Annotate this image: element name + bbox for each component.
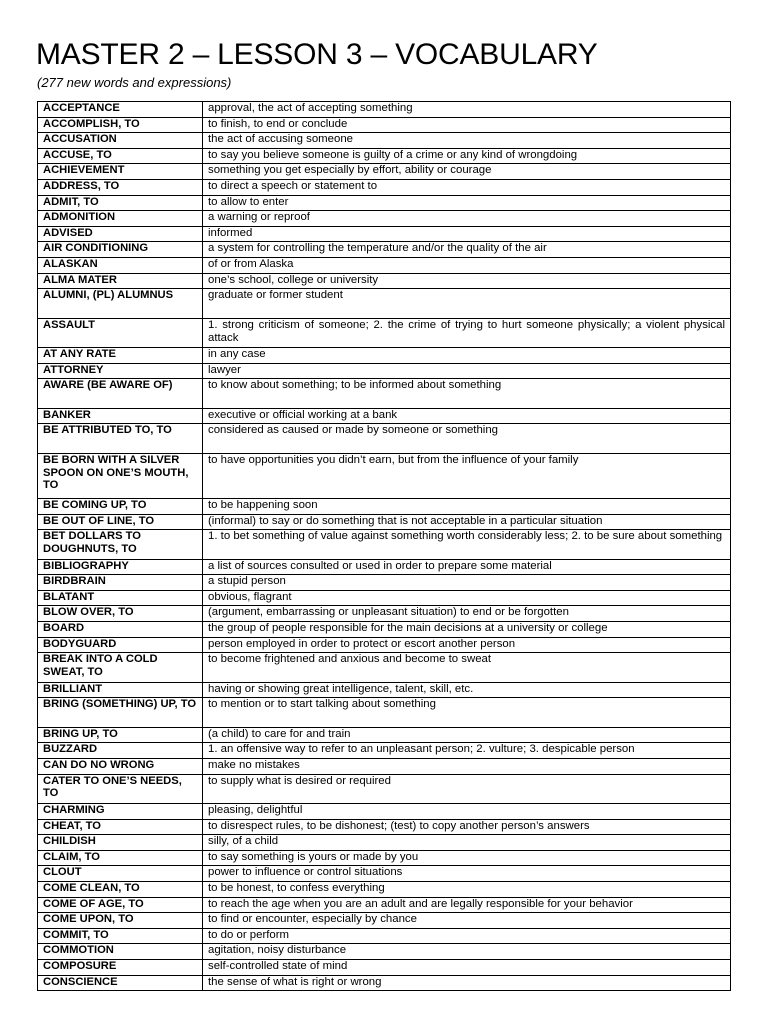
vocabulary-table <box>37 101 731 991</box>
vocab-definition: silly, of a child <box>203 835 731 851</box>
vocab-row <box>38 530 731 560</box>
vocab-row <box>38 242 731 258</box>
vocab-term: ADVISED <box>38 226 203 242</box>
vocab-term: BRING UP, TO <box>38 727 203 743</box>
page-subtitle: (277 new words and expressions) <box>37 75 232 90</box>
vocab-row <box>38 653 731 683</box>
vocab-term: ACCUSATION <box>38 133 203 149</box>
vocab-row <box>38 804 731 820</box>
vocab-term: ALUMNI, (PL) ALUMNUS <box>38 289 203 319</box>
vocab-definition: 1. strong criticism of someone; 2. the crime of trying to hurt someone physically; a violent physical attack <box>203 318 731 348</box>
vocab-definition: the group of people responsible for the main decisions at a university or college <box>203 621 731 637</box>
vocab-definition: to say something is yours or made by you <box>203 850 731 866</box>
vocab-term: ADMONITION <box>38 211 203 227</box>
vocab-row <box>38 698 731 728</box>
vocab-term: ACCUSE, TO <box>38 148 203 164</box>
vocab-term: CONSCIENCE <box>38 975 203 991</box>
vocab-definition: something you get especially by effort, ability or courage <box>203 164 731 180</box>
vocab-term: COME OF AGE, TO <box>38 897 203 913</box>
vocab-definition: a system for controlling the temperature and/or the quality of the air <box>203 242 731 258</box>
vocab-definition: to disrespect rules, to be dishonest; (test) to copy another person’s answers <box>203 819 731 835</box>
vocab-row <box>38 559 731 575</box>
vocab-row <box>38 590 731 606</box>
vocab-term: ACHIEVEMENT <box>38 164 203 180</box>
vocab-definition: lawyer <box>203 363 731 379</box>
vocab-term: ALMA MATER <box>38 273 203 289</box>
vocab-term: CLAIM, TO <box>38 850 203 866</box>
vocab-term: BLATANT <box>38 590 203 606</box>
vocab-definition: one’s school, college or university <box>203 273 731 289</box>
vocab-row <box>38 882 731 898</box>
vocab-definition: the act of accusing someone <box>203 133 731 149</box>
vocab-term: ACCEPTANCE <box>38 102 203 118</box>
vocab-term: ATTORNEY <box>38 363 203 379</box>
vocab-row <box>38 102 731 118</box>
vocab-term: BE OUT OF LINE, TO <box>38 514 203 530</box>
vocab-term: BUZZARD <box>38 743 203 759</box>
vocab-definition: (informal) to say or do something that is not acceptable in a particular situation <box>203 514 731 530</box>
page-title: MASTER 2 – LESSON 3 – VOCABULARY <box>36 38 598 71</box>
vocab-term: BE BORN WITH A SILVER SPOON ON ONE’S MOUTH, TO <box>38 453 203 498</box>
vocab-row <box>38 179 731 195</box>
vocab-definition: self-controlled state of mind <box>203 959 731 975</box>
vocab-term: BLOW OVER, TO <box>38 606 203 622</box>
vocab-row <box>38 606 731 622</box>
vocab-row <box>38 959 731 975</box>
vocab-term: BIRDBRAIN <box>38 575 203 591</box>
vocab-term: COMPOSURE <box>38 959 203 975</box>
vocab-row <box>38 363 731 379</box>
vocab-row <box>38 289 731 319</box>
vocab-definition: agitation, noisy disturbance <box>203 944 731 960</box>
vocab-definition: 1. to bet something of value against something worth considerably less; 2. to be sure about something <box>203 530 731 560</box>
vocab-row <box>38 117 731 133</box>
vocab-row <box>38 408 731 424</box>
vocab-definition: to allow to enter <box>203 195 731 211</box>
vocab-term: COMMOTION <box>38 944 203 960</box>
vocab-definition: to mention or to start talking about something <box>203 698 731 728</box>
vocab-term: BRILLIANT <box>38 682 203 698</box>
vocab-row <box>38 637 731 653</box>
vocab-row <box>38 913 731 929</box>
vocab-term: ADDRESS, TO <box>38 179 203 195</box>
vocab-row <box>38 928 731 944</box>
vocab-term: CLOUT <box>38 866 203 882</box>
vocab-term: ASSAULT <box>38 318 203 348</box>
vocab-term: BRING (SOMETHING) UP, TO <box>38 698 203 728</box>
vocab-term: BODYGUARD <box>38 637 203 653</box>
vocab-term: COME UPON, TO <box>38 913 203 929</box>
vocab-row <box>38 866 731 882</box>
vocab-term: CAN DO NO WRONG <box>38 758 203 774</box>
vocab-row <box>38 498 731 514</box>
vocab-row <box>38 897 731 913</box>
vocab-row <box>38 318 731 348</box>
vocab-definition: of or from Alaska <box>203 257 731 273</box>
vocab-definition: to finish, to end or conclude <box>203 117 731 133</box>
vocab-definition: person employed in order to protect or escort another person <box>203 637 731 653</box>
vocab-definition: (argument, embarrassing or unpleasant situation) to end or be forgotten <box>203 606 731 622</box>
vocab-term: BET DOLLARS TO DOUGHNUTS, TO <box>38 530 203 560</box>
vocab-row <box>38 195 731 211</box>
vocab-definition: graduate or former student <box>203 289 731 319</box>
vocab-term: COMMIT, TO <box>38 928 203 944</box>
vocab-term: BREAK INTO A COLD SWEAT, TO <box>38 653 203 683</box>
vocab-term: ADMIT, TO <box>38 195 203 211</box>
vocab-definition: to know about something; to be informed about something <box>203 379 731 409</box>
vocab-definition: make no mistakes <box>203 758 731 774</box>
vocab-row <box>38 975 731 991</box>
vocab-row <box>38 944 731 960</box>
vocab-definition: to be honest, to confess everything <box>203 882 731 898</box>
vocab-term: BE COMING UP, TO <box>38 498 203 514</box>
vocab-row <box>38 148 731 164</box>
vocab-term: CATER TO ONE’S NEEDS, TO <box>38 774 203 804</box>
vocab-row <box>38 226 731 242</box>
vocab-row <box>38 682 731 698</box>
vocab-term: COME CLEAN, TO <box>38 882 203 898</box>
vocab-row <box>38 850 731 866</box>
vocab-row <box>38 743 731 759</box>
vocab-row <box>38 835 731 851</box>
vocab-definition: to supply what is desired or required <box>203 774 731 804</box>
vocab-row <box>38 774 731 804</box>
vocab-definition: a list of sources consulted or used in order to prepare some material <box>203 559 731 575</box>
vocab-row <box>38 727 731 743</box>
vocab-definition: considered as caused or made by someone or something <box>203 424 731 454</box>
vocab-definition: the sense of what is right or wrong <box>203 975 731 991</box>
vocab-term: ALASKAN <box>38 257 203 273</box>
vocab-row <box>38 575 731 591</box>
vocab-row <box>38 758 731 774</box>
vocab-row <box>38 348 731 364</box>
vocab-definition: to direct a speech or statement to <box>203 179 731 195</box>
vocab-row <box>38 424 731 454</box>
vocab-definition: informed <box>203 226 731 242</box>
vocab-definition: to become frightened and anxious and become to sweat <box>203 653 731 683</box>
vocab-definition: obvious, flagrant <box>203 590 731 606</box>
vocab-definition: (a child) to care for and train <box>203 727 731 743</box>
vocabulary-table-body <box>38 102 731 991</box>
vocab-definition: to find or encounter, especially by chance <box>203 913 731 929</box>
vocab-term: CHILDISH <box>38 835 203 851</box>
vocab-definition: to reach the age when you are an adult and are legally responsible for your behavior <box>203 897 731 913</box>
vocab-term: AIR CONDITIONING <box>38 242 203 258</box>
vocab-term: CHEAT, TO <box>38 819 203 835</box>
vocab-definition: in any case <box>203 348 731 364</box>
vocab-term: BE ATTRIBUTED TO, TO <box>38 424 203 454</box>
vocab-term: ACCOMPLISH, TO <box>38 117 203 133</box>
vocab-definition: 1. an offensive way to refer to an unpleasant person; 2. vulture; 3. despicable person <box>203 743 731 759</box>
vocab-definition: having or showing great intelligence, talent, skill, etc. <box>203 682 731 698</box>
vocab-term: AT ANY RATE <box>38 348 203 364</box>
vocab-row <box>38 273 731 289</box>
vocab-row <box>38 257 731 273</box>
vocab-term: BIBLIOGRAPHY <box>38 559 203 575</box>
vocab-definition: to say you believe someone is guilty of a crime or any kind of wrongdoing <box>203 148 731 164</box>
vocab-term: BANKER <box>38 408 203 424</box>
vocab-row <box>38 453 731 498</box>
vocab-definition: a stupid person <box>203 575 731 591</box>
vocab-definition: to do or perform <box>203 928 731 944</box>
vocab-term: AWARE (BE AWARE OF) <box>38 379 203 409</box>
vocab-definition: approval, the act of accepting something <box>203 102 731 118</box>
vocab-definition: a warning or reproof <box>203 211 731 227</box>
vocab-term: BOARD <box>38 621 203 637</box>
vocab-term: CHARMING <box>38 804 203 820</box>
vocab-row <box>38 514 731 530</box>
vocab-definition: executive or official working at a bank <box>203 408 731 424</box>
vocab-row <box>38 621 731 637</box>
vocab-row <box>38 819 731 835</box>
vocab-definition: pleasing, delightful <box>203 804 731 820</box>
vocab-row <box>38 211 731 227</box>
vocab-definition: to be happening soon <box>203 498 731 514</box>
vocab-definition: power to influence or control situations <box>203 866 731 882</box>
vocab-row <box>38 164 731 180</box>
vocab-row <box>38 133 731 149</box>
vocab-definition: to have opportunities you didn’t earn, but from the influence of your family <box>203 453 731 498</box>
vocab-row <box>38 379 731 409</box>
